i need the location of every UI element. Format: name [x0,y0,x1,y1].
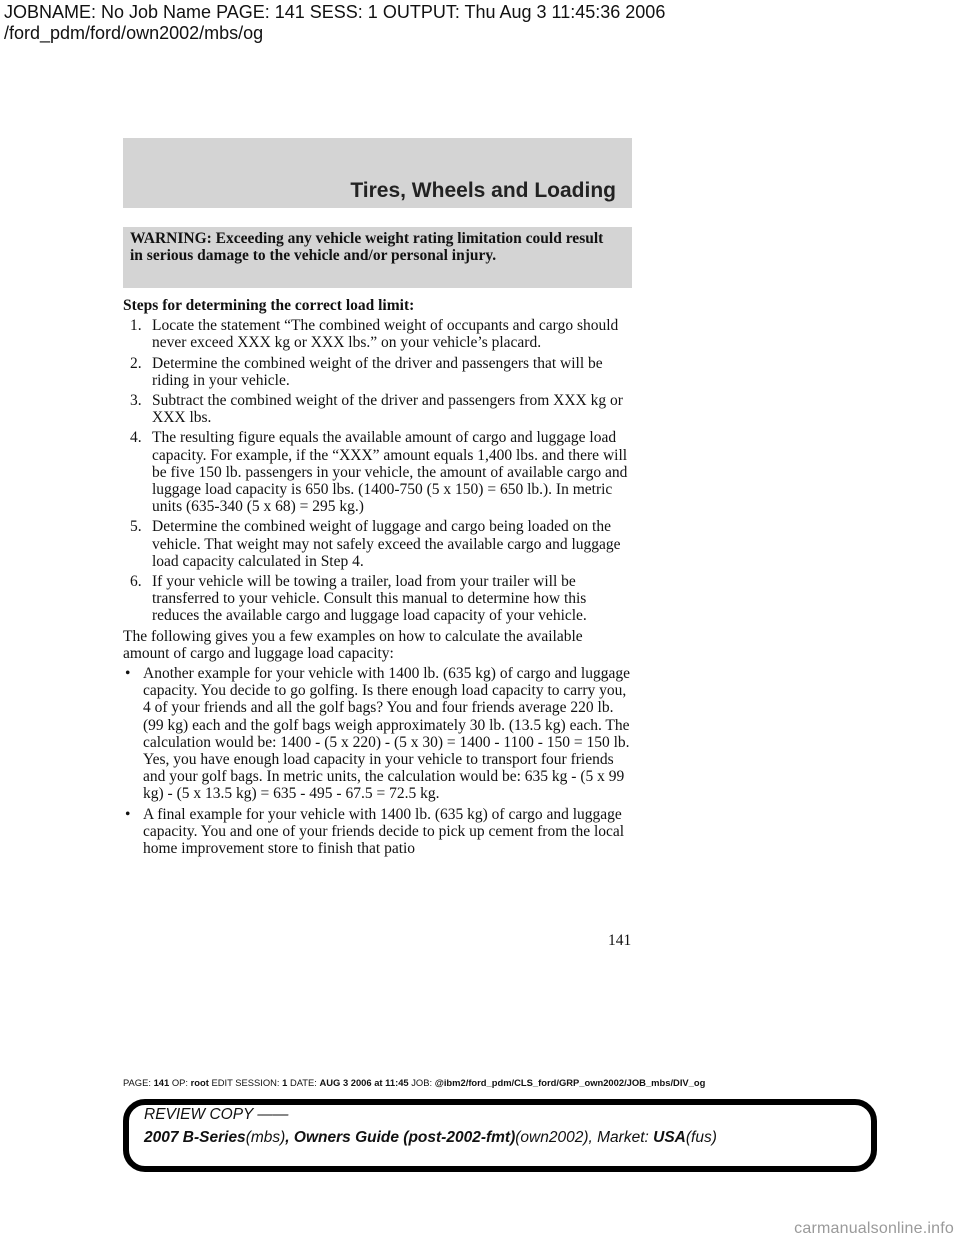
step-item [123,355,632,389]
steps-heading: Steps for determining the correct load limit: [123,297,415,314]
job-header-line-2: /ford_pdm/ford/own2002/mbs/og [4,23,264,43]
review-copy-box [123,1099,877,1172]
bullet-dot: • [125,805,131,823]
meta-job-value: @ibm2/ford_pdm/CLS_ford/GRP_own2002/JOB_mbs/DIV_og [434,1077,706,1088]
bullet-dot: • [125,665,131,683]
page-content [123,297,632,860]
step-text: Locate the statement “The combined weight of occupants and cargo should never exceed XXX kg or XXX lbs.” on your vehicle’s placard. [152,317,619,352]
meta-op-label: OP: [171,1077,188,1088]
watermark-text: carmanualsonline.info [794,1220,954,1237]
examples-intro: The following gives you a few examples on how to calculate the available amount of cargo and luggage load capacity: [123,627,583,662]
bullet-text: Another example for your vehicle with 1400 lb. (635 kg) of cargo and luggage capacity. You decide to go golfing. Is there enough load capacity to carry you, 4 of your friends and all the golf bags? You and four friends average 220 lb. (99 kg) each and the golf bags weigh approximately 30 lb. (13.5 kg) each. The calculation would be: 1400 - (5 x 220) - (5 x 30) = 1400 - 1100 - 150 = 150 lb. Yes, you have enough load capacity in your vehicle to transport four friends and your golf bags. In metric units, the calculation would be: 635 kg - (5 x 99 kg) - (5 x 13.5 kg) = 635 - 495 - 67.5 = 72.5 kg. [143,665,630,803]
step-number: 2. [130,354,142,372]
review-market-code: (fus) [685,1129,717,1146]
review-model: 2007 B-Series [144,1129,246,1146]
step-number: 5. [130,518,142,536]
section-header-band [123,138,632,208]
step-number: 1. [130,317,142,335]
step-number: 3. [130,392,142,410]
step-number: 4. [130,429,142,447]
review-market: USA [653,1129,686,1146]
step-item [123,573,632,625]
meta-job-label: JOB: [411,1077,433,1088]
footer-meta [123,1077,705,1088]
step-text: The resulting figure equals the available amount of cargo and luggage load capacity. For example, if the “XXX” amount equals 1,400 lbs. and there will be five 150 lb. passengers in your vehicle, the amount of available cargo and luggage load capacity is 650 lbs. (1400-750 (5 x 150) = 650 lb.). In metric units (635-340 (5 x 68) = 295 kg.) [152,429,628,516]
warning-text: WARNING: Exceeding any vehicle weight rating limitation could result in serious damage to the vehicle and/or personal injury. [130,230,604,264]
meta-session-label: EDIT SESSION: [211,1077,280,1088]
meta-op-value: root [190,1077,209,1088]
review-guide-code: (own2002) [515,1129,589,1146]
review-copy-label: REVIEW COPY —— [144,1106,289,1123]
step-text: Determine the combined weight of luggage and cargo being loaded on the vehicle. That weight may not safely exceed the available cargo and luggage load capacity calculated in Step 4. [152,518,621,570]
section-title: Tires, Wheels and Loading [350,179,616,202]
job-header [4,2,665,44]
review-sep-1: , [285,1129,294,1146]
step-item [123,429,632,515]
meta-session-value: 1 [282,1077,288,1088]
bullet-text: A final example for your vehicle with 1400 lb. (635 kg) of cargo and luggage capacity. You and one of your friends decide to pick up cement from the local home improvement store to finish that patio [143,805,625,858]
step-item [123,392,632,426]
step-text: If your vehicle will be towing a trailer, load from your trailer will be transferred to your vehicle. Consult this manual to determine how this reduces the available cargo and luggage load capacity of your vehicle. [152,573,587,625]
step-item [123,518,632,570]
job-header-line-1: JOBNAME: No Job Name PAGE: 141 SESS: 1 OUTPUT: Thu Aug 3 11:45:36 2006 [4,2,666,22]
example-bullet [123,806,632,858]
meta-date-value: AUG 3 2006 at 11:45 [319,1077,409,1088]
step-text: Subtract the combined weight of the driver and passengers from XXX kg or XXX lbs. [152,392,623,427]
step-number: 6. [130,573,142,591]
meta-page-label: PAGE: [123,1077,151,1088]
review-guide: Owners Guide (post-2002-fmt) [293,1129,516,1146]
meta-page-value: 141 [153,1077,170,1088]
step-text: Determine the combined weight of the driver and passengers that will be riding in your vehicle. [152,354,603,389]
review-model-code: (mbs) [245,1129,286,1146]
example-bullet [123,665,632,803]
page-number: 141 [608,932,632,949]
review-model-line [144,1129,717,1147]
review-sep-2: , Market: [588,1129,654,1146]
meta-date-label: DATE: [289,1077,317,1088]
step-item [123,317,632,351]
warning-box [123,227,632,288]
